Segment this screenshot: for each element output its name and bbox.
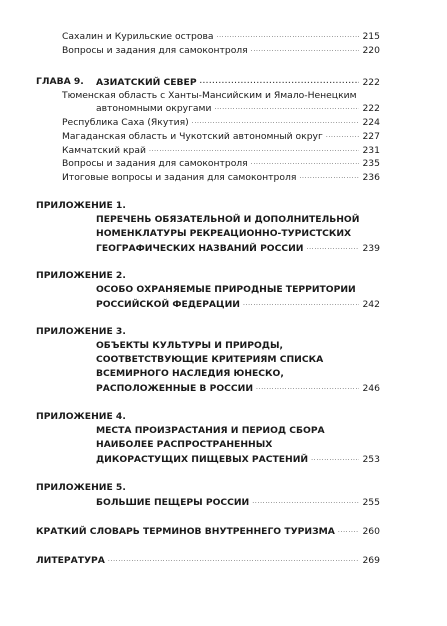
appendix-label: ПРИЛОЖЕНИЕ 2. (36, 270, 126, 281)
toc-entry-page: 222 (362, 103, 380, 115)
leader-dots (256, 382, 359, 391)
glossary-title: КРАТКИЙ СЛОВАРЬ ТЕРМИНОВ ВНУТРЕННЕГО ТУРИЗМА (36, 526, 335, 538)
chapter-title: АЗИАТСКИЙ СЕВЕР (96, 77, 197, 89)
appendix-title-line: РАСПОЛОЖЕННЫЕ В РОССИИ (96, 383, 254, 395)
appendix-page: 253 (362, 454, 380, 466)
leader-dots (200, 76, 359, 85)
appendix-title-line: НОМЕНКЛАТУРЫ РЕКРЕАЦИОННО-ТУРИСТСКИХ (96, 228, 352, 239)
leader-dots (217, 30, 360, 39)
appendix-title-line: РОССИЙСКОЙ ФЕДЕРАЦИИ (96, 299, 240, 311)
toc-entry (62, 116, 380, 128)
appendix-label: ПРИЛОЖЕНИЕ 1. (36, 200, 126, 211)
appendix-entry (96, 242, 380, 254)
toc-entry (62, 157, 380, 169)
appendix-page: 255 (362, 497, 380, 509)
literature-page: 269 (362, 555, 380, 567)
appendix-title-line: ПЕРЕЧЕНЬ ОБЯЗАТЕЛЬНОЙ И ДОПОЛНИТЕЛЬНОЙ (96, 214, 360, 225)
toc-entry-page: 224 (362, 117, 380, 129)
toc-entry (62, 30, 380, 42)
toc-entry-title: автономными округами (96, 103, 212, 115)
leader-dots (338, 525, 359, 534)
toc-entry-page: 236 (362, 172, 380, 184)
leader-dots (306, 242, 359, 251)
appendix-title-line: ВСЕМИРНОГО НАСЛЕДИЯ ЮНЕСКО, (96, 368, 284, 379)
appendix-label: ПРИЛОЖЕНИЕ 5. (36, 482, 126, 493)
chapter-page: 222 (362, 77, 380, 89)
toc-entry-page: 220 (362, 45, 380, 57)
appendix-entry (96, 496, 380, 508)
appendix-page: 242 (362, 299, 380, 311)
appendix-title-line: НАИБОЛЕЕ РАСПРОСТРАНЕННЫХ (96, 439, 273, 450)
glossary-entry (36, 525, 380, 537)
leader-dots (311, 453, 359, 462)
leader-dots (326, 130, 359, 139)
appendix-label: ПРИЛОЖЕНИЕ 4. (36, 411, 126, 422)
toc-entry-title: Республика Саха (Якутия) (62, 117, 189, 129)
appendix-title-line: МЕСТА ПРОИЗРАСТАНИЯ И ПЕРИОД СБОРА (96, 425, 325, 436)
toc-entry-page: 215 (362, 31, 380, 43)
toc-entry-title: Итоговые вопросы и задания для самоконтроля (62, 172, 297, 184)
toc-entry-title: Сахалин и Курильские острова (62, 31, 214, 43)
appendix-page: 239 (362, 243, 380, 255)
toc-entry-page: 227 (362, 131, 380, 143)
appendix-title-line: БОЛЬШИЕ ПЕЩЕРЫ РОССИИ (96, 497, 250, 509)
literature-title: ЛИТЕРАТУРА (36, 555, 105, 567)
toc-entry-title: Вопросы и задания для самоконтроля (62, 158, 248, 170)
toc-entry-title: Камчатский край (62, 145, 146, 157)
leader-dots (251, 44, 359, 53)
toc-entry-title: Магаданская область и Чукотский автономный округ (62, 131, 323, 143)
leader-dots (299, 171, 359, 180)
appendix-title-line: ДИКОРАСТУЩИХ ПИЩЕВЫХ РАСТЕНИЙ (96, 454, 309, 466)
toc-entry-line: Тюменская область с Ханты-Мансийским и Ямало-Ненецким (62, 90, 357, 101)
appendix-page: 246 (362, 383, 380, 395)
appendix-entry (96, 298, 380, 310)
leader-dots (252, 496, 359, 505)
toc-entry-title: Вопросы и задания для самоконтроля (62, 45, 248, 57)
leader-dots (149, 144, 359, 153)
appendix-label: ПРИЛОЖЕНИЕ 3. (36, 326, 126, 337)
appendix-title-line: ОБЪЕКТЫ КУЛЬТУРЫ И ПРИРОДЫ, (96, 340, 283, 351)
glossary-page: 260 (362, 526, 380, 538)
toc-entry (62, 144, 380, 156)
toc-entry-page: 235 (362, 158, 380, 170)
literature-entry (36, 554, 380, 566)
chapter-title-entry (96, 76, 380, 88)
leader-dots (192, 116, 359, 125)
toc-entry (96, 102, 380, 114)
leader-dots (108, 554, 359, 563)
chapter-label: ГЛАВА 9. (36, 76, 84, 87)
toc-entry (62, 130, 380, 142)
leader-dots (251, 157, 359, 166)
toc-entry (62, 44, 380, 56)
appendix-title-line: ГЕОГРАФИЧЕСКИХ НАЗВАНИЙ РОССИИ (96, 243, 304, 255)
appendix-title-line: ОСОБО ОХРАНЯЕМЫЕ ПРИРОДНЫЕ ТЕРРИТОРИИ (96, 284, 356, 295)
appendix-title-line: СООТВЕТСТВУЮЩИЕ КРИТЕРИЯМ СПИСКА (96, 354, 324, 365)
leader-dots (214, 102, 359, 111)
appendix-entry (96, 382, 380, 394)
toc-entry (62, 171, 380, 183)
toc-entry-page: 231 (362, 145, 380, 157)
leader-dots (243, 298, 359, 307)
appendix-entry (96, 453, 380, 465)
